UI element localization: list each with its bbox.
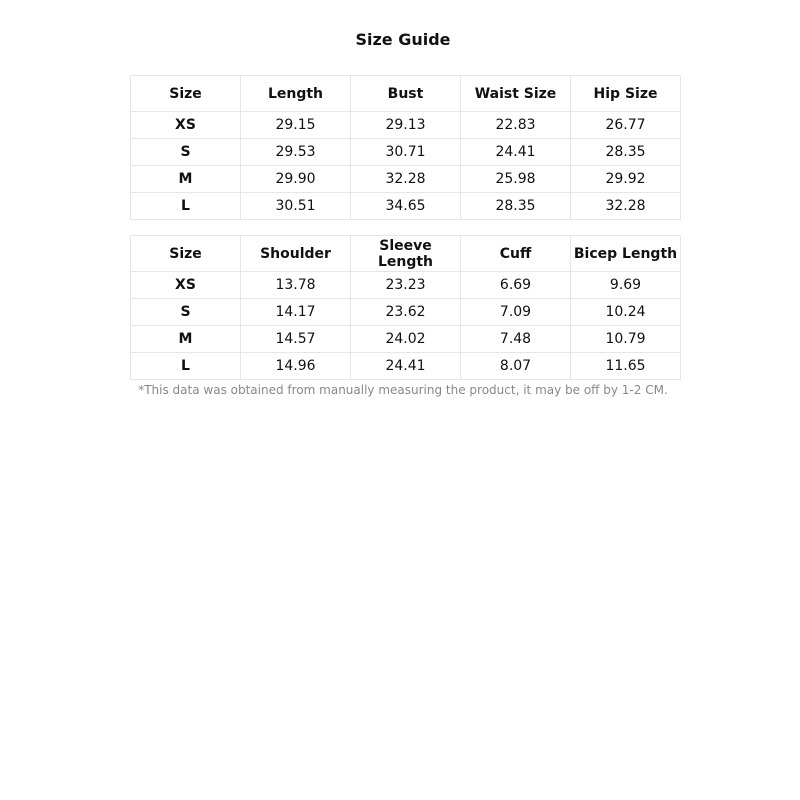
size-label-cell: S	[131, 299, 241, 326]
table-cell: 23.23	[351, 272, 461, 299]
table-cell: 25.98	[461, 166, 571, 193]
table-cell: 24.41	[461, 139, 571, 166]
measurement-disclaimer: *This data was obtained from manually measuring the product, it may be off by 1-2 CM.	[138, 383, 668, 397]
table-cell: 29.53	[241, 139, 351, 166]
table-cell: 14.57	[241, 326, 351, 353]
column-header-size: Size	[131, 76, 241, 112]
size-label-cell: L	[131, 353, 241, 380]
column-header-waist-size: Waist Size	[461, 76, 571, 112]
table-cell: 24.41	[351, 353, 461, 380]
column-header-bust: Bust	[351, 76, 461, 112]
table-cell: 6.69	[461, 272, 571, 299]
table-cell: 32.28	[571, 193, 681, 220]
table-cell: 24.02	[351, 326, 461, 353]
size-label-cell: XS	[131, 272, 241, 299]
table-cell: 32.28	[351, 166, 461, 193]
table-cell: 10.24	[571, 299, 681, 326]
table-row	[131, 112, 681, 139]
column-header-length: Length	[241, 76, 351, 112]
table-cell: 23.62	[351, 299, 461, 326]
table-cell: 14.17	[241, 299, 351, 326]
column-header-shoulder: Shoulder	[241, 236, 351, 272]
table-cell: 30.71	[351, 139, 461, 166]
size-label-cell: M	[131, 326, 241, 353]
column-header-bicep-length: Bicep Length	[571, 236, 681, 272]
table-cell: 29.92	[571, 166, 681, 193]
table-header-row	[131, 236, 681, 272]
table-cell: 9.69	[571, 272, 681, 299]
table-row	[131, 353, 681, 380]
size-label-cell: M	[131, 166, 241, 193]
table-cell: 11.65	[571, 353, 681, 380]
table-row	[131, 299, 681, 326]
table-cell: 7.09	[461, 299, 571, 326]
column-header-hip-size: Hip Size	[571, 76, 681, 112]
table-header-row	[131, 76, 681, 112]
table-cell: 30.51	[241, 193, 351, 220]
size-table-body-measurements	[130, 75, 681, 220]
table-cell: 13.78	[241, 272, 351, 299]
table-row	[131, 272, 681, 299]
table-cell: 34.65	[351, 193, 461, 220]
column-header-size: Size	[131, 236, 241, 272]
table-row	[131, 193, 681, 220]
page-title: Size Guide	[355, 30, 451, 49]
column-header-cuff: Cuff	[461, 236, 571, 272]
column-header-sleeve-length: Sleeve Length	[351, 236, 461, 272]
table-row	[131, 326, 681, 353]
table-cell: 7.48	[461, 326, 571, 353]
table-cell: 29.90	[241, 166, 351, 193]
table-cell: 29.15	[241, 112, 351, 139]
table-cell: 22.83	[461, 112, 571, 139]
size-label-cell: L	[131, 193, 241, 220]
table-cell: 14.96	[241, 353, 351, 380]
table-cell: 8.07	[461, 353, 571, 380]
size-label-cell: S	[131, 139, 241, 166]
table-cell: 28.35	[571, 139, 681, 166]
table-cell: 28.35	[461, 193, 571, 220]
table-cell: 10.79	[571, 326, 681, 353]
size-label-cell: XS	[131, 112, 241, 139]
table-cell: 26.77	[571, 112, 681, 139]
size-table-arm-measurements	[130, 235, 681, 380]
table-row	[131, 166, 681, 193]
table-row	[131, 139, 681, 166]
table-cell: 29.13	[351, 112, 461, 139]
